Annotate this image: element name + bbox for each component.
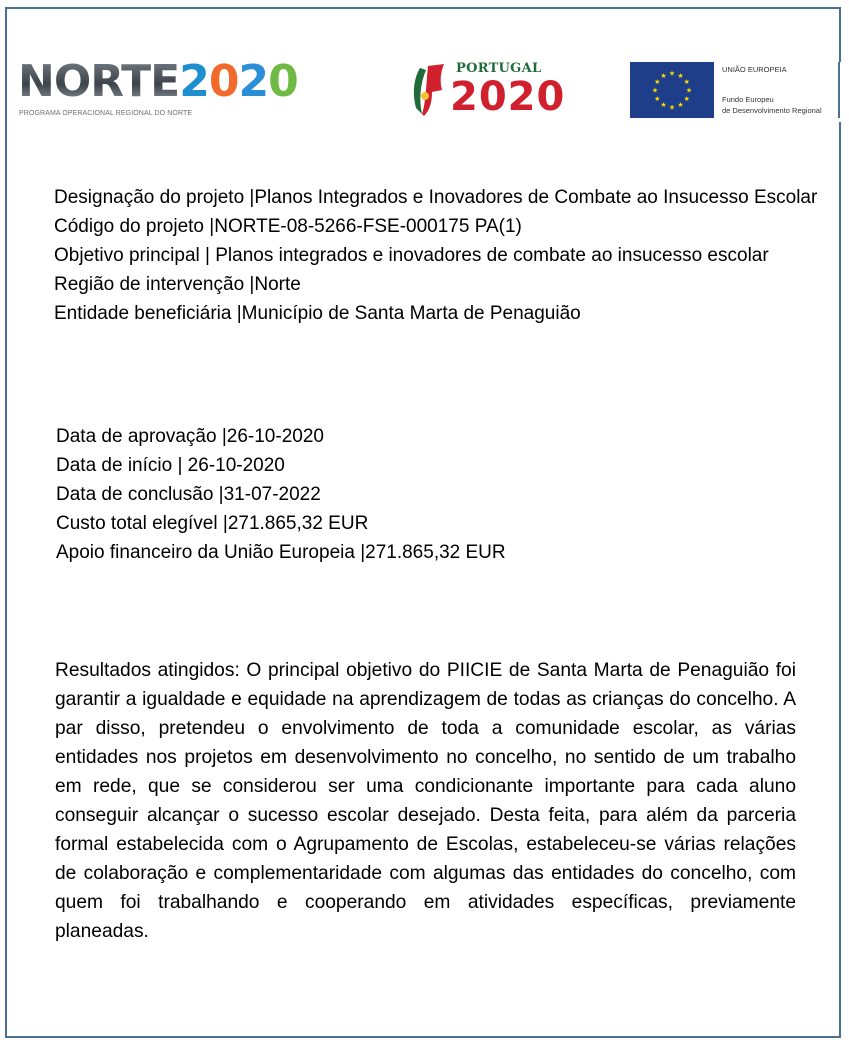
portugal2020-top: PORTUGAL [456, 61, 542, 76]
field-value: Planos Integrados e Inovadores de Combate ao Insucesso Escolar [254, 187, 818, 208]
field-value: NORTE-08-5266-FSE-000175 PA(1) [214, 216, 522, 237]
field-value: 271.865,32 EUR [365, 542, 506, 563]
project-beneficiary [54, 299, 824, 328]
eu-star-icon: ★ [654, 96, 661, 103]
eu-star-icon: ★ [654, 79, 661, 86]
project-details [54, 183, 824, 328]
eu-flag-icon [630, 62, 714, 118]
eu-financial-support [56, 538, 756, 567]
eu-star-icon: ★ [677, 72, 684, 80]
norte-word: NORTE [18, 56, 180, 107]
field-value: 31-07-2022 [223, 484, 321, 505]
norte-digit: 0 [208, 56, 239, 107]
field-value: Norte [254, 274, 301, 295]
project-code [54, 212, 824, 241]
project-designation [54, 183, 824, 212]
eu-stars-icon [630, 62, 714, 118]
project-region [54, 270, 824, 299]
field-label: Data de conclusão | [56, 484, 224, 505]
portugal2020-year: 2020 [450, 74, 566, 120]
field-label: Data de início | [56, 455, 183, 476]
results-paragraph: Resultados atingidos: O principal objetivo do PIICIE de Santa Marta de Penaguião foi garantir a igualdade e equidade na aprendizagem de todas as crianças do concelho. A par disso, pretendeu o envolvimento de toda a comunidade escolar, as várias entidades nos projetos em desenvolvimento no concelho, no sentido de um trabalho em rede, que se considerou ser uma condicionante importante para cada aluno conseguir alcançar o sucesso escolar desejado. Desta feita, para além da parceria formal estabelecida com o Agrupamento de Escolas, estabeleceu-se várias relações de colaboração e complementaridade com algumas das entidades do concelho, com quem foi trabalhando e cooperando em atividades específicas, previamente planeadas. [55, 660, 796, 942]
portugal-flag-mark-icon [410, 62, 448, 118]
eu-star-icon: ★ [660, 72, 667, 80]
field-label: Código do projeto | [54, 216, 215, 237]
field-label: Entidade beneficiária | [54, 303, 242, 324]
eu-star-icon: ★ [685, 87, 693, 95]
field-value: Planos integrados e inovadores de combate ao insucesso escolar [209, 245, 769, 266]
norte-digit: 2 [179, 56, 209, 107]
frame-edge [838, 62, 840, 118]
norte2020-wordmark [18, 58, 298, 106]
field-label: Apoio financeiro da União Europeia | [56, 542, 366, 563]
eu-star-icon: ★ [660, 102, 667, 110]
portugal2020-logo [410, 60, 600, 122]
eu-star-icon: ★ [668, 104, 676, 112]
project-objective [54, 241, 824, 270]
field-value: 271.865,32 EUR [227, 513, 369, 534]
eu-star-icon: ★ [677, 102, 684, 110]
approval-date [56, 422, 756, 451]
eu-title: UNIÃO EUROPEIA [722, 65, 787, 74]
field-label: Objetivo principal | [54, 245, 210, 266]
field-value: Município de Santa Marta de Penaguião [241, 303, 581, 324]
norte-digit: 2 [238, 56, 269, 107]
field-value: 26-10-2020 [226, 426, 324, 447]
eu-star-icon: ★ [668, 70, 676, 78]
start-date [56, 451, 756, 480]
eu-logo [630, 62, 849, 122]
field-label: Região de intervenção | [54, 274, 255, 295]
norte2020-subtitle: PROGRAMA OPERACIONAL REGIONAL DO NORTE [19, 110, 193, 117]
logo-bar [0, 0, 849, 140]
field-label: Data de aprovação | [56, 426, 227, 447]
field-value: 26-10-2020 [182, 455, 285, 476]
end-date [56, 480, 756, 509]
eu-fund-line2: de Desenvolvimento Regional [722, 106, 822, 115]
field-label: Custo total elegível | [56, 513, 228, 534]
eu-fund-line1: Fundo Europeu [722, 95, 774, 104]
project-dates-costs [56, 422, 756, 567]
field-label: Designação do projeto | [54, 187, 255, 208]
eu-star-icon: ★ [683, 79, 690, 86]
eu-star-icon: ★ [651, 87, 659, 95]
norte2020-logo [18, 58, 378, 122]
norte-digit: 0 [268, 56, 298, 107]
eu-star-icon: ★ [683, 96, 690, 103]
eligible-cost [56, 509, 756, 538]
